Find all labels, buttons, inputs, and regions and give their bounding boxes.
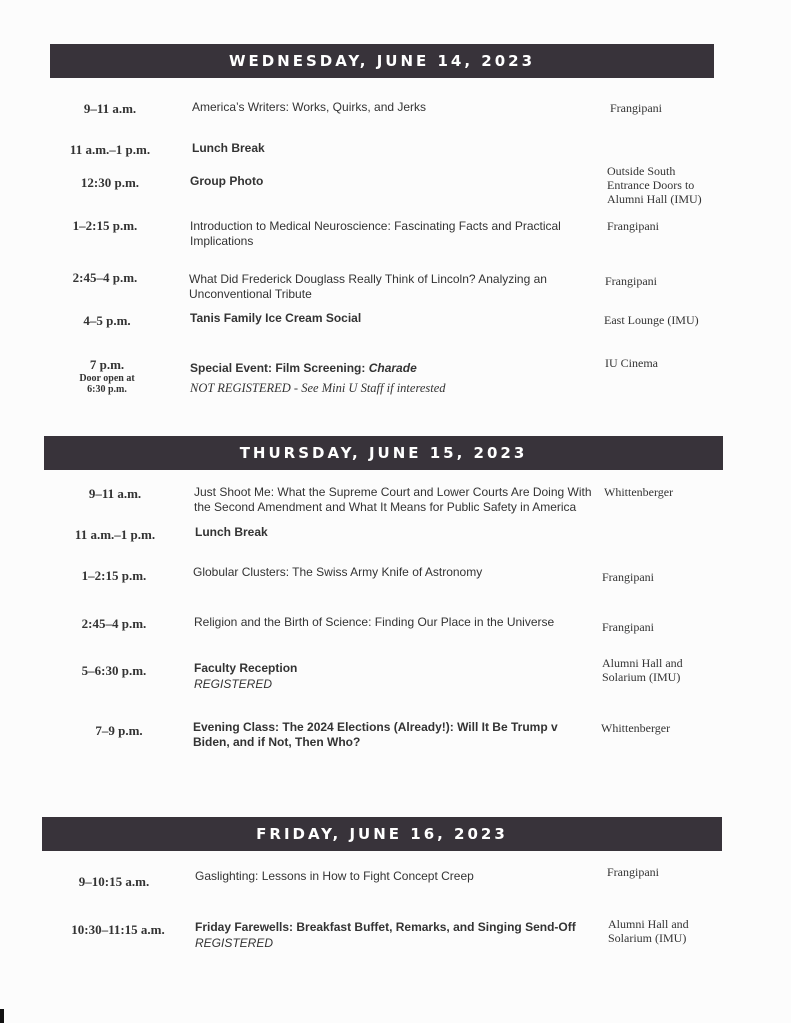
session-title: Tanis Family Ice Cream Social [190,311,362,325]
session-location: Whittenberger [601,721,671,735]
session-title-prefix: Special Event: Film Screening: [190,361,369,375]
session-note: REGISTERED [194,677,273,691]
session-location: Frangipani [605,274,657,288]
session-title: Gaslighting: Lessons in How to Fight Concept Creep [195,869,474,883]
session-title: America’s Writers: Works, Quirks, and Jerks [192,100,427,114]
session-location: Frangipani [607,219,659,233]
session-time-main: 7 p.m. [89,357,125,372]
session-title: Lunch Break [195,525,268,539]
session-time: 2:45–4 p.m. [81,616,147,631]
session-location: IU Cinema [605,356,658,370]
session-location: Frangipani [602,620,654,634]
session-location: Alumni Hall and Solarium (IMU) [602,656,683,684]
session-time: 5–6:30 p.m. [81,663,147,678]
session-time: 9–10:15 a.m. [78,874,150,889]
day-header-friday: FRIDAY, JUNE 16, 2023 [42,817,722,851]
session-title: Introduction to Medical Neuroscience: Fascinating Facts and Practical Implications [190,219,561,248]
session-location: Frangipani [610,101,662,115]
session-location: Whittenberger [604,485,674,499]
session-note: REGISTERED [195,936,274,950]
session-time: 10:30–11:15 a.m. [71,922,165,937]
session-time: 1–2:15 p.m. [81,568,147,583]
session-time: 1–2:15 p.m. [72,218,138,233]
session-title [190,361,590,396]
session-time: 2:45–4 p.m. [72,270,138,285]
session-title: Globular Clusters: The Swiss Army Knife of Astronomy [193,565,483,579]
session-location: Alumni Hall and Solarium (IMU) [608,917,689,945]
session-title [195,920,595,951]
session-time: 9–11 a.m. [83,101,137,116]
film-title: Charade [368,361,417,375]
session-title-text: Friday Farewells: Breakfast Buffet, Remarks, and Singing Send-Off [195,920,576,934]
session-time-note: Door open at 6:30 p.m. [79,373,135,395]
session-location: East Lounge (IMU) [604,313,699,327]
session-title: Lunch Break [192,141,265,155]
session-title-text: Faculty Reception [194,661,298,675]
session-time: 12:30 p.m. [80,175,140,190]
session-title: Evening Class: The 2024 Elections (Already!): Will It Be Trump v Biden, and if Not, Then Who? [193,720,558,749]
session-title: What Did Frederick Douglass Really Think of Lincoln? Analyzing an Unconventional Tribute [189,272,547,301]
day-header-thursday: THURSDAY, JUNE 15, 2023 [44,436,723,470]
session-time: 7–9 p.m. [95,723,143,738]
session-time: 9–11 a.m. [88,486,142,501]
session-title: Just Shoot Me: What the Supreme Court and Lower Courts Are Doing With the Second Amendment and What It Means for Public Safety in America [194,485,592,514]
session-note: NOT REGISTERED - See Mini U Staff if interested [190,381,446,395]
session-title [194,661,594,692]
session-time: 11 a.m.–1 p.m. [69,142,151,157]
session-title: Religion and the Birth of Science: Finding Our Place in the Universe [194,615,555,629]
day-header-wednesday: WEDNESDAY, JUNE 14, 2023 [50,44,714,78]
session-location: Frangipani [607,865,659,879]
crop-mark [0,1009,4,1023]
session-location: Frangipani [602,570,654,584]
session-location: Outside South Entrance Doors to Alumni Hall (IMU) [607,164,702,206]
session-time: 4–5 p.m. [83,313,131,328]
session-time: 11 a.m.–1 p.m. [74,527,156,542]
session-time [52,357,162,395]
session-title: Group Photo [190,174,264,188]
